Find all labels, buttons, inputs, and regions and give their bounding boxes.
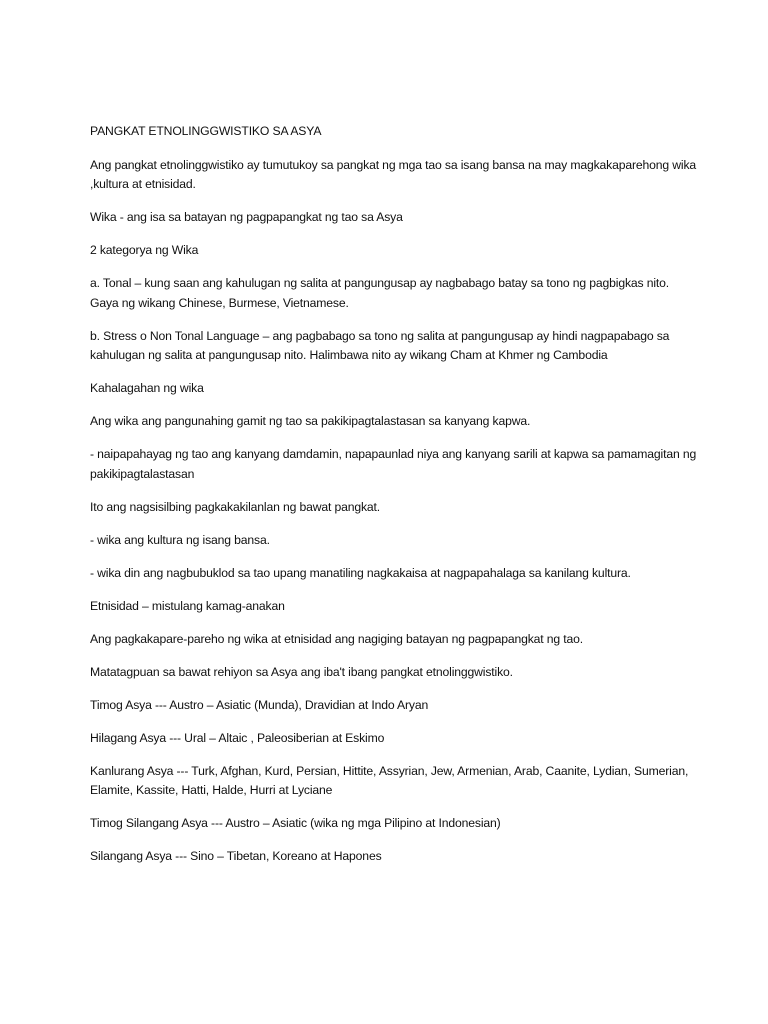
paragraph-east-asia: Silangang Asya --- Sino – Tibetan, Koreano at Hapones	[90, 849, 382, 863]
document-body	[90, 122, 700, 880]
paragraph-grouping-basis: Ang pagkakapare-pareho ng wika at etnisidad ang nagiging batayan ng pagpapangkat ng tao.	[90, 631, 583, 646]
paragraph-ethnicity: Etnisidad – mistulang kamag-anakan	[90, 598, 285, 613]
paragraph-expression: - naipapahayag ng tao ang kanyang damdamin, napapaunlad niya ang kanyang sarili at kapwa sa pamamagitan ng pakikipagtalastasan	[90, 447, 697, 481]
paragraph-importance-heading: Kahalagahan ng wika	[90, 381, 204, 395]
paragraph-identity: Ito ang nagsisilbing pagkakakilanlan ng bawat pangkat.	[90, 499, 381, 514]
paragraph-west-asia: Kanlurang Asya --- Turk, Afghan, Kurd, Persian, Hittite, Assyrian, Jew, Armenian, Arab, Caanite, Lydian, Sumerian, Elamite, Kassite, Hatti, Halde, Hurri at Lyciane	[90, 763, 689, 797]
paragraph-north-asia: Hilagang Asya --- Ural – Altaic , Paleosiberian at Eskimo	[90, 730, 385, 745]
paragraph-categories-heading: 2 kategorya ng Wika	[90, 243, 199, 257]
paragraph-tonal: a. Tonal – kung saan ang kahulugan ng salita at pangungusap ay nagbabago batay sa tono ng pagbigkas nito. Gaya ng wikang Chinese, Burmese, Vietnamese.	[90, 276, 669, 310]
paragraph-communication: Ang wika ang pangunahing gamit ng tao sa pakikipagtalastasan sa kanyang kapwa.	[90, 414, 531, 428]
paragraph-culture: - wika ang kultura ng isang bansa.	[90, 532, 270, 547]
paragraph-unity: - wika din ang nagbubuklod sa tao upang manatiling nagkakaisa at nagpapahalaga sa kanilang kultura.	[90, 565, 631, 580]
paragraph-wika-basis: Wika - ang isa sa batayan ng pagpapangkat ng tao sa Asya	[90, 210, 403, 224]
paragraph-regions-intro: Matatagpuan sa bawat rehiyon sa Asya ang iba't ibang pangkat etnolinggwistiko.	[90, 664, 513, 679]
paragraph-southeast-asia: Timog Silangang Asya --- Austro – Asiatic (wika ng mga Pilipino at Indonesian)	[90, 816, 501, 830]
paragraph-south-asia: Timog Asya --- Austro – Asiatic (Munda), Dravidian at Indo Aryan	[90, 697, 429, 712]
paragraph-non-tonal: b. Stress o Non Tonal Language – ang pagbabago sa tono ng salita at pangungusap ay hindi nagpapabago sa kahulugan ng salita at pangungusap nito. Halimbawa nito ay wikang Cham at Khmer ng Cambodia	[90, 328, 670, 362]
document-title: PANGKAT ETNOLINGGWISTIKO SA ASYA	[90, 124, 322, 138]
paragraph-definition: Ang pangkat etnolinggwistiko ay tumutukoy sa pangkat ng mga tao sa isang bansa na may magkakaparehong wika ,kultura at etnisidad.	[90, 157, 697, 191]
